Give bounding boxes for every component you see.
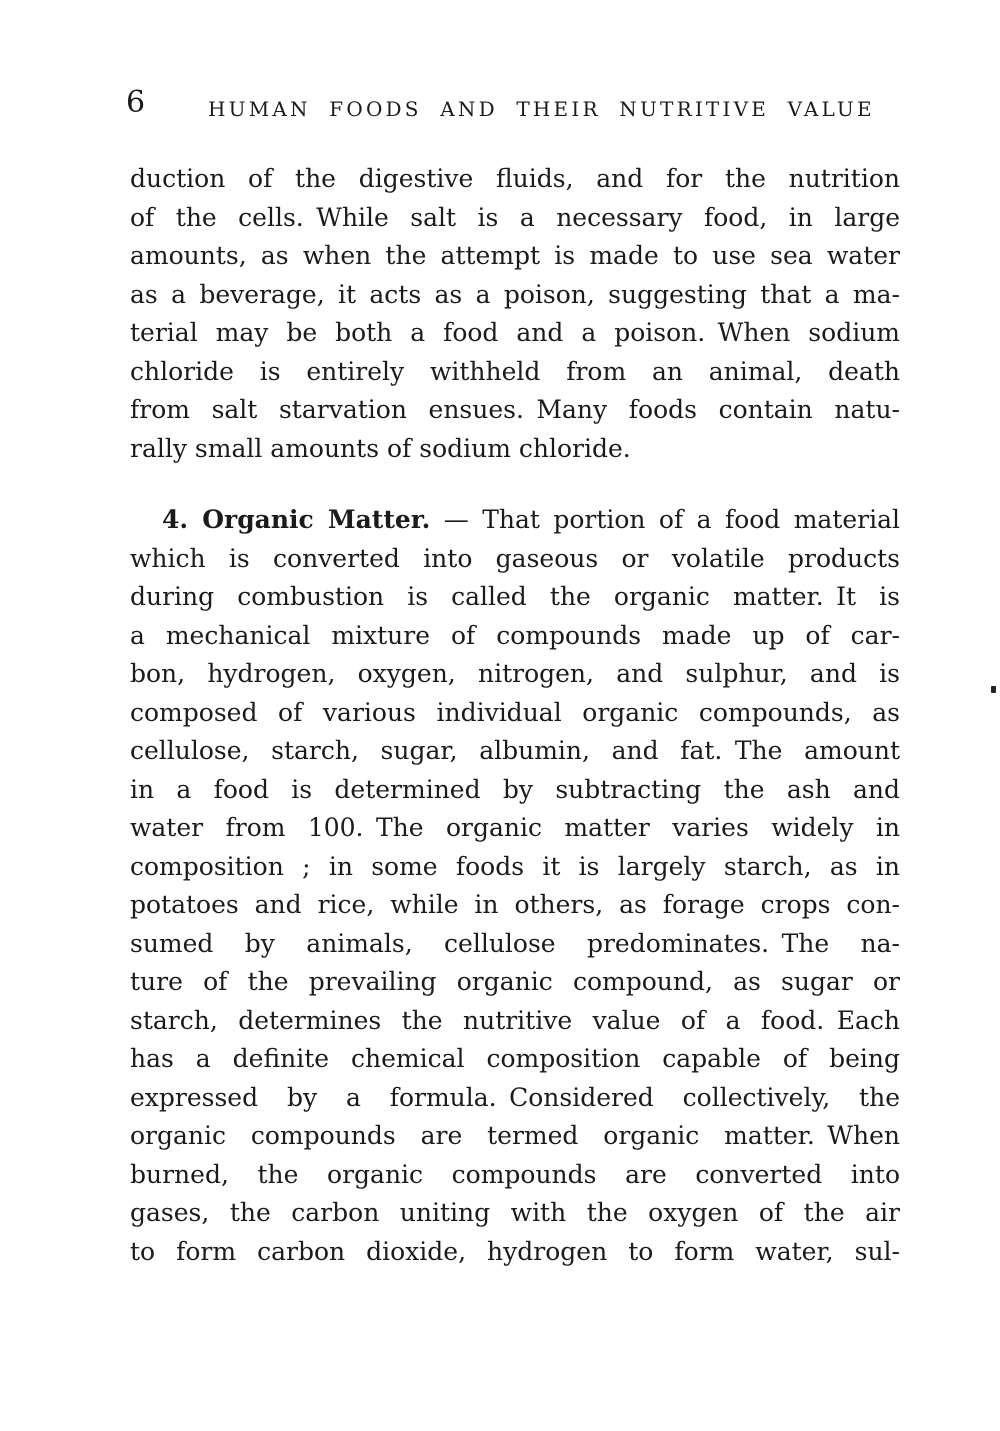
text-line: in a food is determined by subtracting the ash and — [130, 774, 900, 804]
text-line: composed of various individual organic compounds, as — [130, 697, 900, 727]
text-line: which is converted into gaseous or volatile products — [130, 543, 900, 573]
text-line: gases, the carbon uniting with the oxygen of the air — [130, 1198, 900, 1227]
text-line: starch, determines the nutritive value of a food. Each — [130, 1005, 900, 1035]
text-line: rally small amounts of sodium chloride. — [130, 433, 631, 463]
text-line: from salt starvation ensues. Many foods contain natu- — [130, 395, 900, 424]
text-line-paragraph-lead — [130, 501, 900, 540]
text-line: bon, hydrogen, oxygen, nitrogen, and sulphur, and is — [130, 659, 900, 688]
text-line: terial may be both a food and a poison. When sodium — [130, 318, 900, 347]
text-line: during combustion is called the organic matter. It is — [130, 582, 900, 611]
text-line: sumed by animals, cellulose predominates. The na- — [130, 928, 900, 958]
page-number: 6 — [126, 85, 146, 120]
paragraph-salt-continuation — [130, 160, 900, 468]
text-line: of the cells. While salt is a necessary food, in large — [130, 202, 900, 232]
lead-dash: — — [430, 505, 483, 534]
paragraph-organic-matter — [130, 501, 900, 1271]
lead-line-rest: That portion of a food material — [482, 505, 900, 534]
text-line: amounts, as when the attempt is made to use sea water — [130, 241, 900, 270]
page-body-text — [130, 160, 900, 1271]
text-line: to form carbon dioxide, hydrogen to form water, sul- — [130, 1236, 900, 1266]
text-line: organic compounds are termed organic matter. When — [130, 1121, 900, 1150]
text-line: composition ; in some foods it is largely starch, as in — [130, 851, 900, 881]
text-line: water from 100. The organic matter varies widely in — [130, 813, 900, 842]
text-line: duction of the digestive fluids, and for the nutrition — [130, 164, 900, 193]
text-line: chloride is entirely withheld from an animal, death — [130, 356, 900, 386]
text-line: expressed by a formula. Considered collectively, the — [130, 1082, 900, 1112]
text-line: has a definite chemical composition capable of being — [130, 1044, 900, 1073]
text-line: ture of the prevailing organic compound, as sugar or — [130, 967, 900, 996]
section-number-and-heading: 4. Organic Matter. — [162, 505, 431, 534]
text-line: as a beverage, it acts as a poison, suggesting that a ma- — [130, 279, 900, 309]
text-line: cellulose, starch, sugar, albumin, and fat. The amount — [130, 736, 900, 765]
text-line: potatoes and rice, while in others, as forage crops con- — [130, 890, 900, 919]
scan-speck-artifact — [991, 686, 996, 693]
text-line: burned, the organic compounds are converted into — [130, 1159, 900, 1189]
text-line: a mechanical mixture of compounds made up of car- — [130, 620, 900, 650]
running-header-title: HUMAN FOODS AND THEIR NUTRITIVE VALUE — [208, 97, 875, 121]
